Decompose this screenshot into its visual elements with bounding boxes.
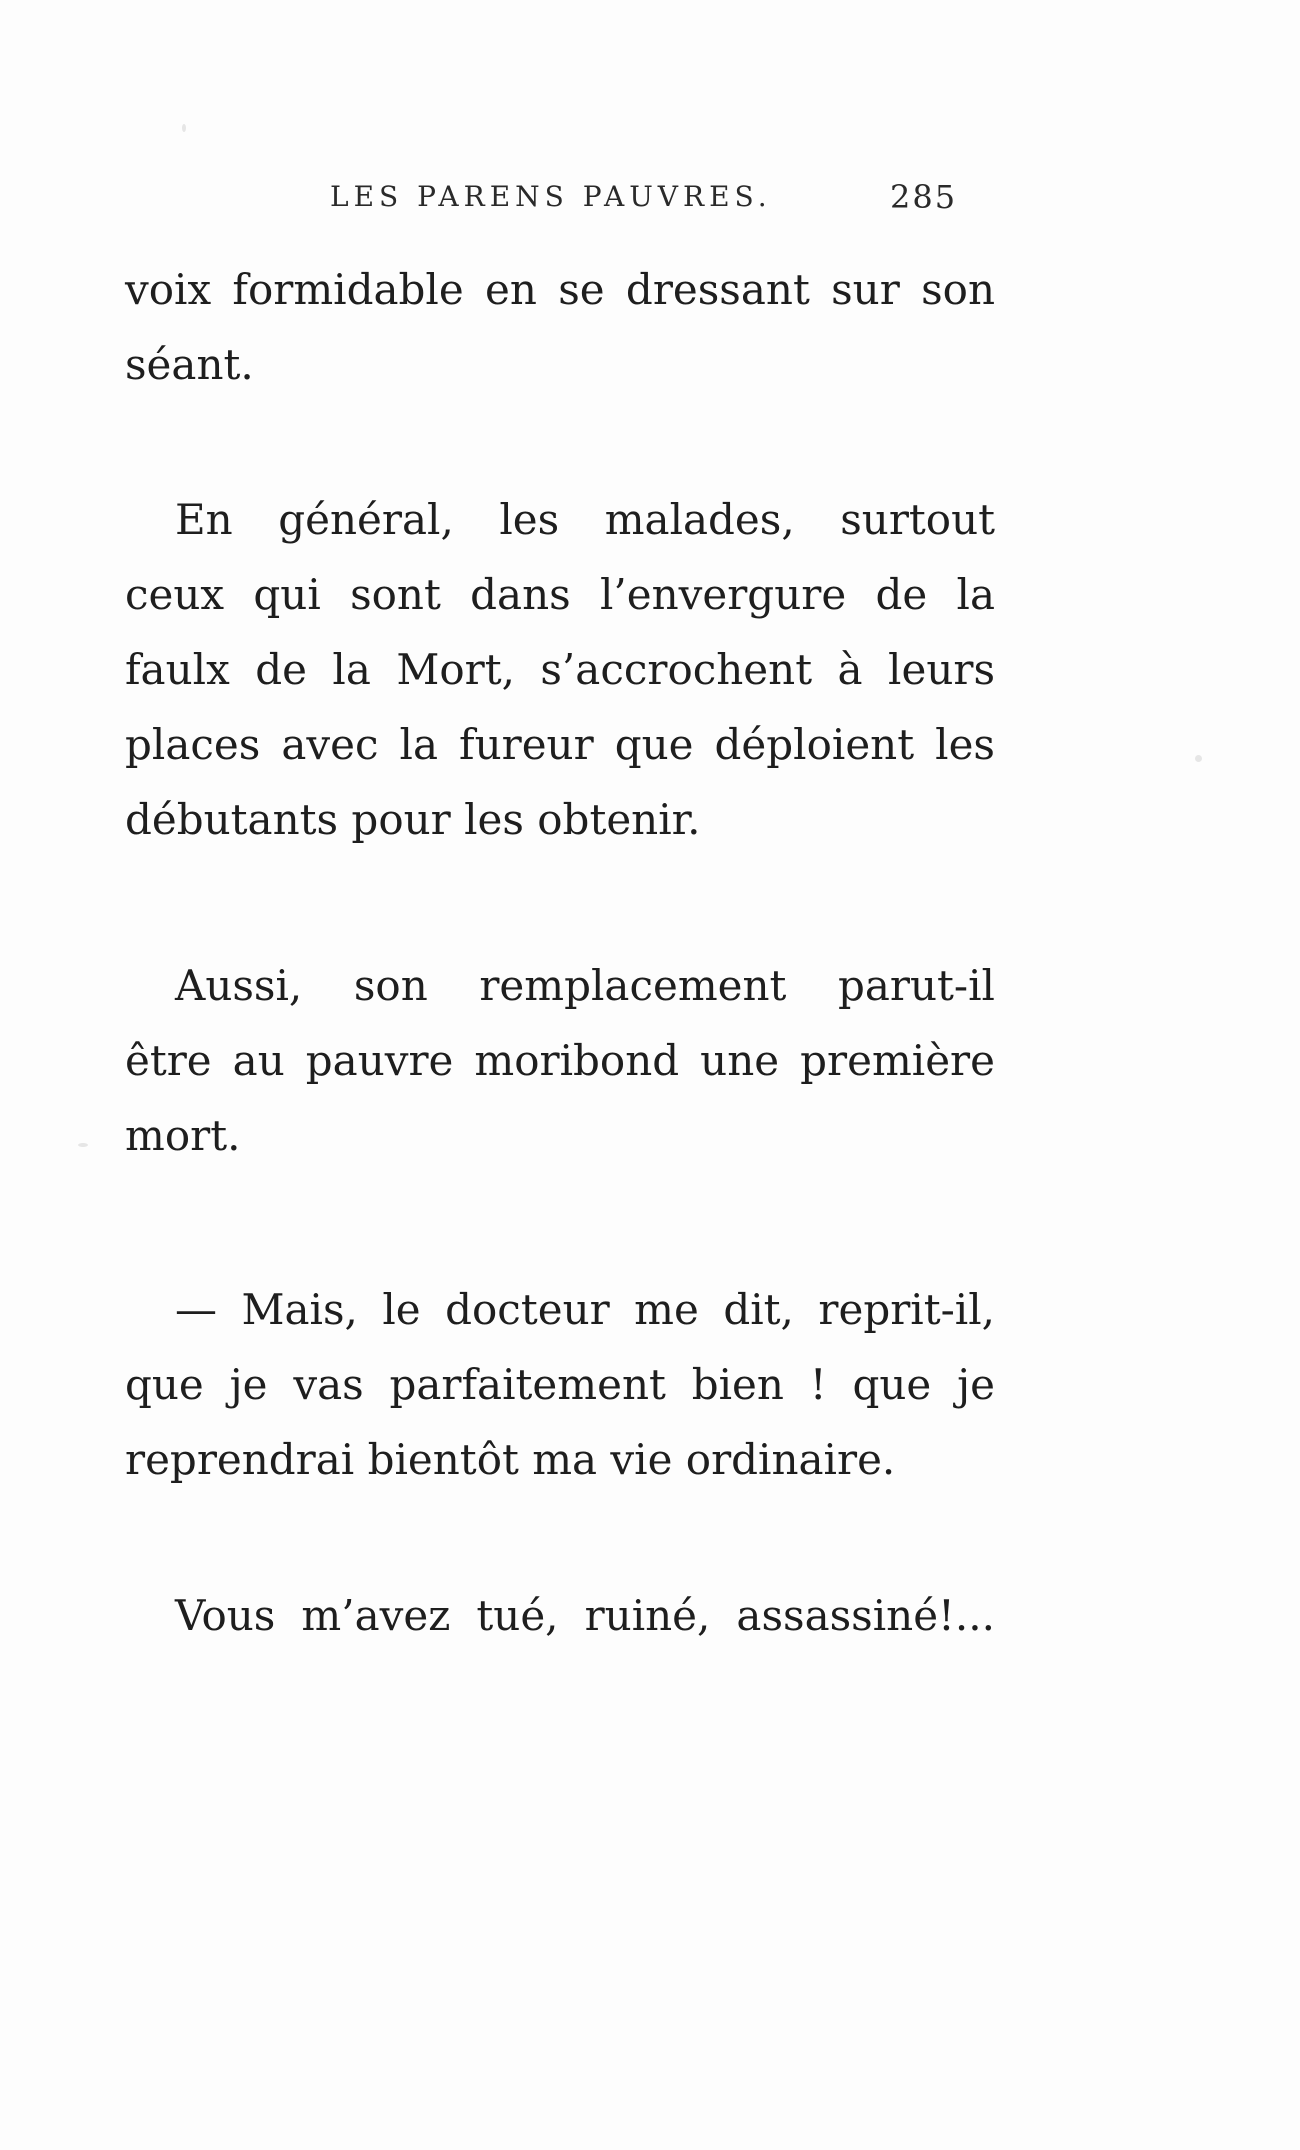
text-line: voix formidable en se dressant sur son xyxy=(125,265,995,314)
text-line: débutants pour les obtenir. xyxy=(125,795,701,844)
text-line: Aussi, son remplacement parut-il xyxy=(175,961,995,1010)
scan-speck xyxy=(182,124,186,132)
text-line: Vous m’avez tué, ruiné, assassiné!... xyxy=(175,1591,995,1640)
scan-speck xyxy=(1195,755,1202,762)
paragraph-3 xyxy=(125,948,995,1173)
scan-speck xyxy=(78,1143,88,1147)
paragraph-1 xyxy=(125,252,995,402)
paragraph-2 xyxy=(125,482,995,857)
text-line: mort. xyxy=(125,1111,241,1160)
running-head: LES PARENS PAUVRES. xyxy=(330,180,772,213)
text-line: que je vas parfaitement bien ! que je xyxy=(125,1360,995,1409)
text-line: reprendrai bientôt ma vie ordinaire. xyxy=(125,1435,896,1484)
text-line: — Mais, le docteur me dit, reprit-il, xyxy=(175,1285,995,1334)
paragraph-5 xyxy=(125,1578,995,1653)
text-line: faulx de la Mort, s’accrochent à leurs xyxy=(125,645,995,694)
text-line: séant. xyxy=(125,340,254,389)
text-line: places avec la fureur que déploient les xyxy=(125,720,995,769)
paragraph-4 xyxy=(125,1272,995,1497)
text-line: ceux qui sont dans l’envergure de la xyxy=(125,570,995,619)
text-line: être au pauvre moribond une première xyxy=(125,1036,995,1085)
page-number: 285 xyxy=(890,178,958,216)
text-line: En général, les malades, surtout xyxy=(175,495,995,544)
